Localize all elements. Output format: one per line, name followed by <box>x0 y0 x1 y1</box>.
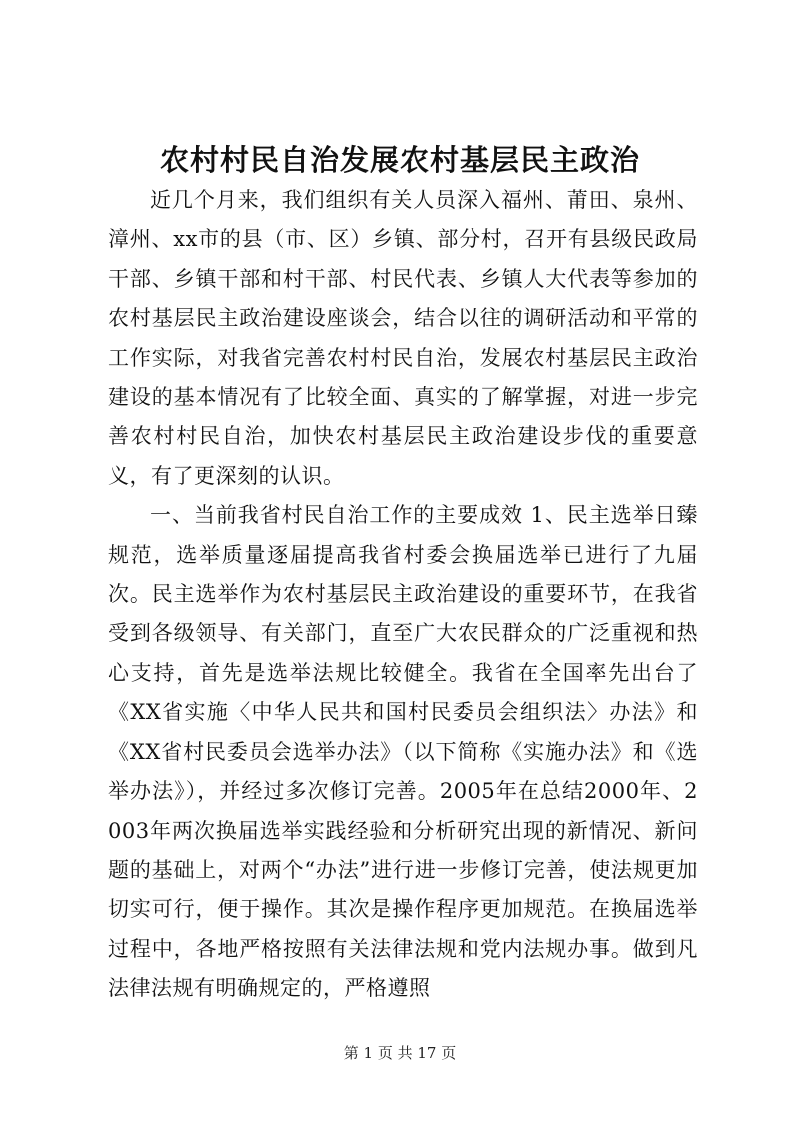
document-body <box>108 181 698 1009</box>
page-footer: 第 1 页 共 17 页 <box>343 1044 457 1062</box>
body-paragraph: 一、当前我省村民自治工作的主要成效 1、民主选举日臻规范，选举质量逐届提高我省村委会换届选举已进行了九届次。民主选举作为农村基层民主政治建设的重要环节，在我省受到各级领导、有关部门，直至广大农民群众的广泛重视和热心支持，首先是选举法规比较健全。我省在全国率先出台了《XX省实施〈中华人民共和国村民委员会组织法〉办法》和《XX省村民委员会选举办法》（以下简称《实施办法》和《选举办法》），并经过多次修订完善。2005年在总结2000年、2003年两次换届选举实践经验和分析研究出现的新情况、新问题的基础上，对两个“办法”进行进一步修订完善，使法规更加切实可行，便于操作。其次是操作程序更加规范。在换届选举过程中，各地严格按照有关法律法规和党内法规办事。做到凡法律法规有明确规定的，严格遵照 <box>108 503 698 1001</box>
body-paragraph: 近几个月来，我们组织有关人员深入福州、莆田、泉州、漳州、xx市的县（市、区）乡镇、部分村，召开有县级民政局干部、乡镇干部和村干部、村民代表、乡镇人大代表等参加的农村基层民主政治建设座谈会，结合以往的调研活动和平常的工作实际，对我省完善农村村民自治，发展农村基层民主政治建设的基本情况有了比较全面、真实的了解掌握，对进一步完善农村村民自治，加快农村基层民主政治建设步伐的重要意义，有了更深刻的认识。 <box>108 188 698 488</box>
document-title: 农村村民自治发展农村基层民主政治 <box>159 143 640 177</box>
